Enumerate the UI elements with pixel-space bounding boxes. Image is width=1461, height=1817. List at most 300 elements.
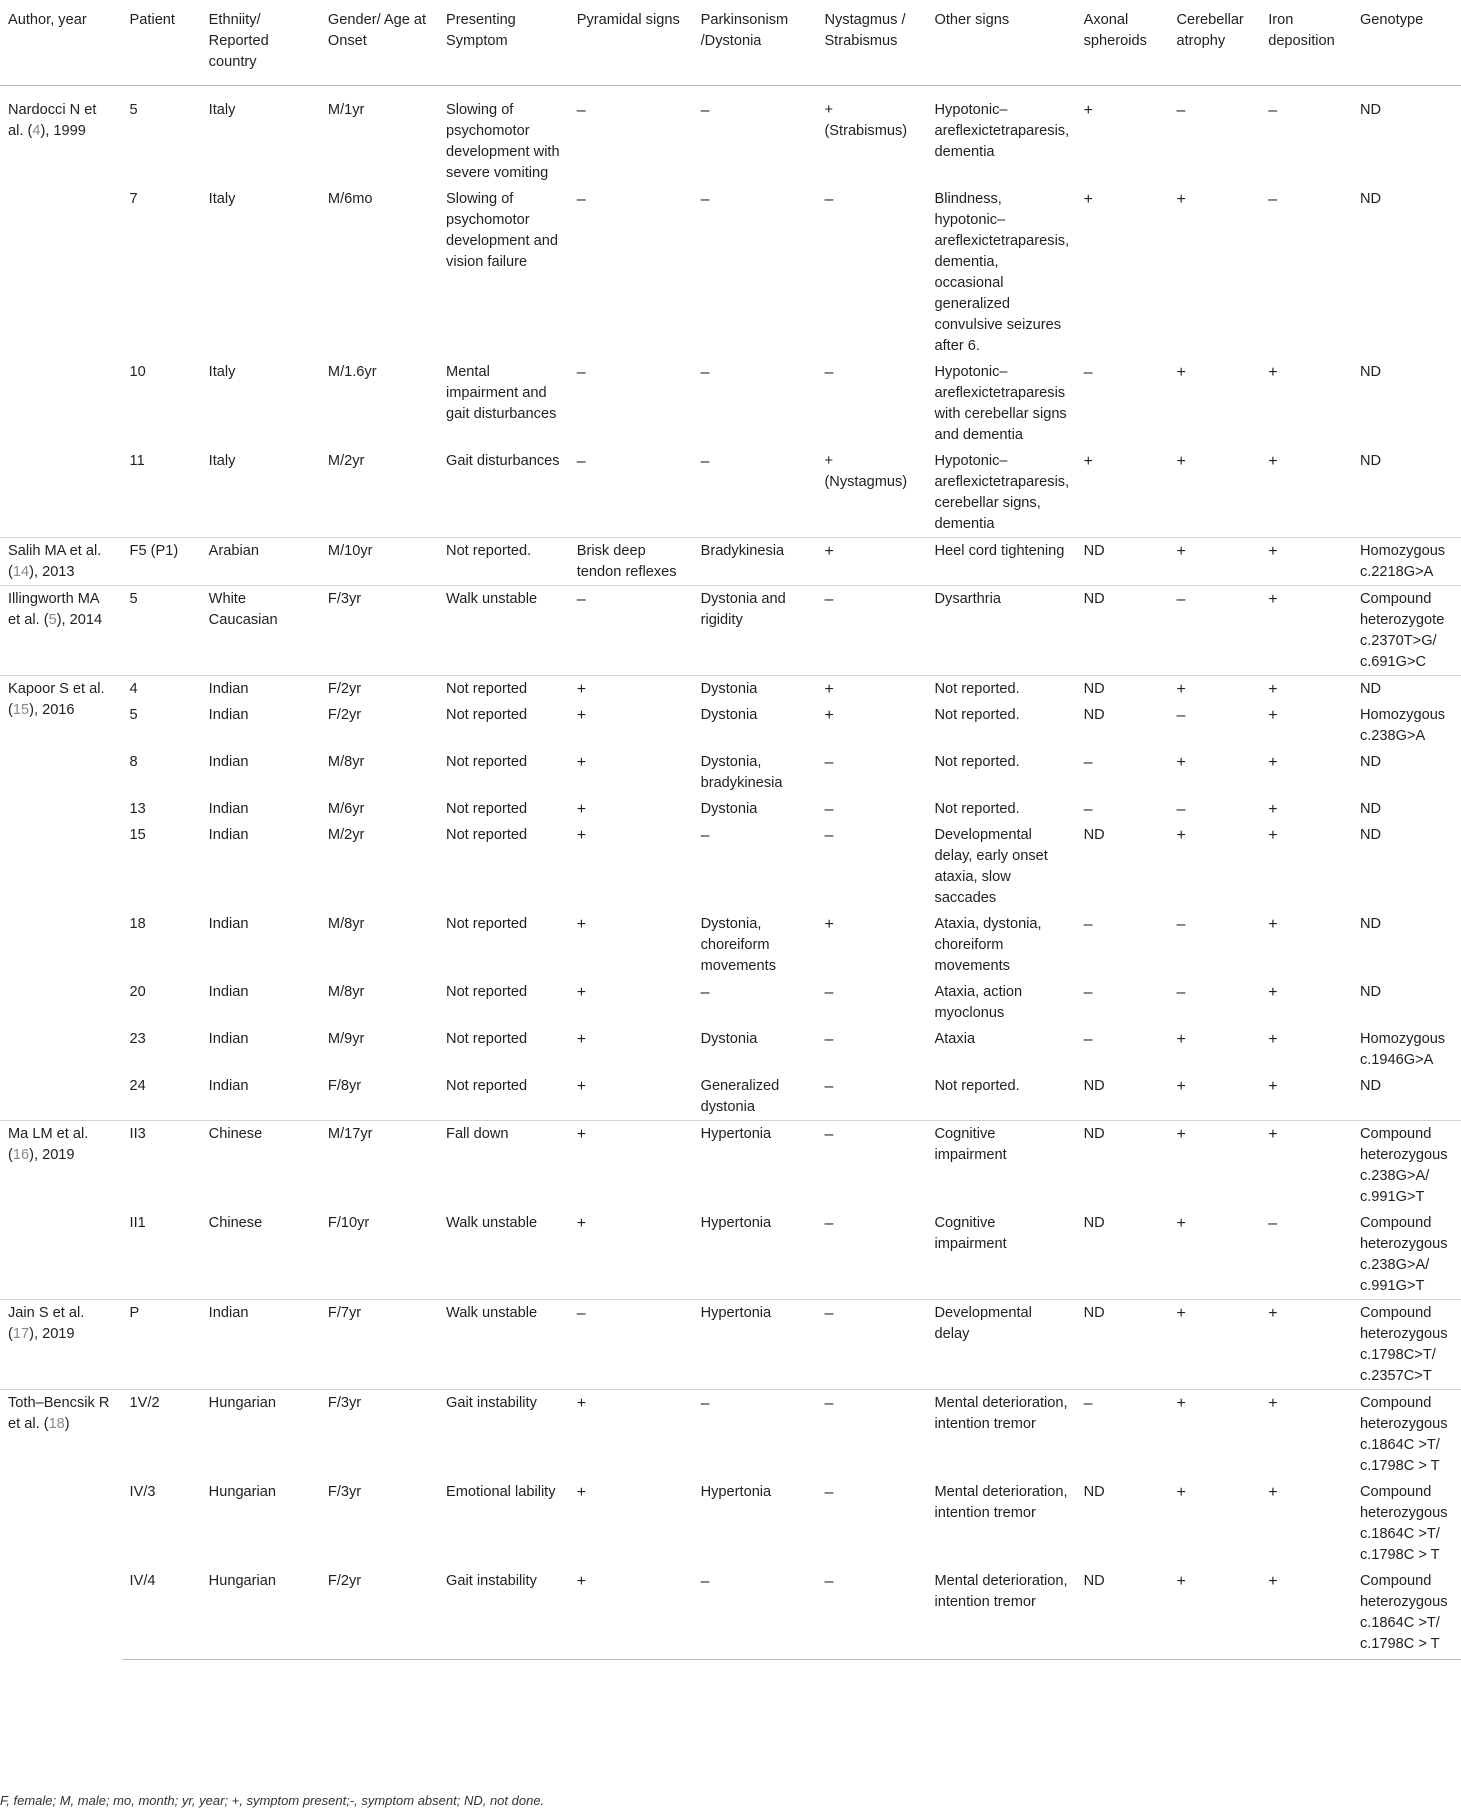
table-cell: Compound heterozygous c.1864C >T/ c.1798C > T <box>1352 1568 1461 1660</box>
author-year-cell <box>0 1390 122 1660</box>
table-header <box>0 0 1461 86</box>
table-cell: Hypertonia <box>693 1121 817 1211</box>
table-cell: Not reported <box>446 754 528 770</box>
table-cell: Hypotonic–areflexictetraparesis with cerebellar signs and dementia <box>934 364 1067 443</box>
table-cell: Not reported. <box>934 1078 1020 1094</box>
column-header: Author, year <box>0 0 122 86</box>
table-cell: 24 <box>129 1078 146 1094</box>
table-cell: Indian <box>208 916 249 932</box>
reference-link[interactable]: 15 <box>12 702 30 718</box>
table-cell: ND <box>1083 1078 1105 1094</box>
table-cell: Not reported <box>446 916 528 932</box>
table-cell: 8 <box>129 754 138 770</box>
table-cell: Hypertonia <box>700 1215 772 1231</box>
table-cell: – <box>816 1300 926 1390</box>
table-cell: Mental deterioration, intention tremor <box>927 1568 1076 1660</box>
table-cell: F/7yr <box>320 1300 438 1390</box>
table-cell: 23 <box>129 1031 146 1047</box>
table-cell: + (Nystagmus) <box>824 453 908 490</box>
table-cell: ND <box>1083 707 1105 723</box>
reference-link[interactable]: 14 <box>12 564 30 580</box>
author-year-cell <box>0 676 122 1121</box>
table-cell: Hungarian <box>208 1484 277 1500</box>
table-cell: Walk unstable <box>438 586 569 676</box>
reference-link[interactable]: 16 <box>12 1147 30 1163</box>
table-row <box>0 676 1461 703</box>
table-cell: ND <box>1359 984 1382 1000</box>
table-cell: F/3yr <box>320 586 438 676</box>
table-cell: – <box>700 191 710 208</box>
table-row <box>0 448 1461 538</box>
author-year-cell <box>0 538 122 586</box>
table-cell: – <box>569 586 693 676</box>
table-cell: + <box>1260 676 1352 703</box>
table-cell: – <box>1168 86 1260 187</box>
table-cell: Ataxia, action myoclonus <box>934 984 1023 1021</box>
table-cell: Hypertonia <box>700 1484 772 1500</box>
column-header: Iron deposition <box>1260 0 1352 86</box>
table-cell: Cognitive impairment <box>934 1215 1007 1252</box>
table-cell: – <box>569 86 693 187</box>
table-cell: IV/4 <box>122 1568 201 1660</box>
table-cell: – <box>1083 801 1093 818</box>
author-text: Kapoor S et al. ( <box>8 681 105 718</box>
table-cell: Emotional lability <box>446 1484 556 1500</box>
table-cell: – <box>824 801 834 818</box>
table-cell: – <box>824 1031 834 1048</box>
table-cell: M/17yr <box>320 1121 438 1211</box>
table-cell: Not reported. <box>934 707 1020 723</box>
table-cell: + <box>1268 754 1278 771</box>
table-cell: + <box>1176 827 1186 844</box>
table-cell: + <box>1260 538 1352 586</box>
table-cell: + <box>1268 1031 1278 1048</box>
table-cell: – <box>1268 1215 1278 1232</box>
table-cell: M/2yr <box>327 453 365 469</box>
column-header: Patient <box>122 0 201 86</box>
year-text: ), 2013 <box>29 564 75 580</box>
table-cell: ND <box>1359 827 1382 843</box>
table-cell: Dysarthria <box>927 586 1076 676</box>
table-cell: Indian <box>208 1031 249 1047</box>
table-cell: ND <box>1352 676 1461 703</box>
author-text: Ma LM et al. ( <box>8 1126 89 1163</box>
table-cell: – <box>1176 916 1186 933</box>
table-cell: F/3yr <box>327 1484 362 1500</box>
table-cell: + <box>576 1031 587 1048</box>
table-cell: + <box>816 538 926 586</box>
table-cell: – <box>1083 364 1093 381</box>
reference-link[interactable]: 4 <box>32 123 41 139</box>
table-cell: Fall down <box>438 1121 569 1211</box>
table-cell: + <box>1268 453 1278 470</box>
table-cell: – <box>816 1568 926 1660</box>
table-cell: Developmental delay, early onset ataxia, slow saccades <box>934 827 1048 906</box>
table-cell: – <box>824 827 834 844</box>
table-cell: – <box>824 1078 834 1095</box>
table-cell: M/10yr <box>320 538 438 586</box>
table-cell: ND <box>1359 1078 1382 1094</box>
table-cell: – <box>1083 1031 1093 1048</box>
table-cell: ND <box>1359 916 1382 932</box>
table-cell: + <box>1083 191 1093 208</box>
table-cell: Indian <box>201 676 320 703</box>
table-cell: + <box>569 1390 693 1480</box>
table-cell: M/6mo <box>327 191 373 207</box>
table-row <box>0 359 1461 448</box>
table-cell: Hungarian <box>201 1568 320 1660</box>
table-cell: Walk unstable <box>446 1215 538 1231</box>
table-row <box>0 186 1461 359</box>
table-cell: Compound heterozygous c.1864C >T/ c.1798C > T <box>1359 1484 1448 1563</box>
table-cell: Ataxia <box>934 1031 976 1047</box>
table-cell: 4 <box>122 676 201 703</box>
table-cell: – <box>700 827 710 844</box>
table-row <box>0 979 1461 1026</box>
table-cell: + <box>576 707 587 724</box>
table-cell: + <box>576 1078 587 1095</box>
table-cell: – <box>1176 707 1186 724</box>
table-cell: – <box>693 1390 817 1480</box>
table-cell: Dystonia <box>700 801 758 817</box>
table-cell: Not reported. <box>438 538 569 586</box>
table-cell: + <box>576 754 587 771</box>
table-cell: + <box>1260 1300 1352 1390</box>
table-cell: 10 <box>129 364 146 380</box>
table-cell: – <box>824 1484 834 1501</box>
table-cell: ND <box>1359 754 1382 770</box>
table-cell: – <box>824 191 834 208</box>
table-cell: + <box>1176 1031 1186 1048</box>
table-cell: – <box>1176 984 1186 1001</box>
table-cell: – <box>816 1121 926 1211</box>
column-header: Genotype <box>1352 0 1461 86</box>
table-cell: Slowing of psychomotor development with severe vomiting <box>438 86 569 187</box>
column-header: Ethniity/ Reported country <box>201 0 320 86</box>
table-cell: + <box>1176 191 1186 208</box>
table-cell: Compound heterozygous c.238G>A/ c.991G>T <box>1352 1121 1461 1211</box>
table-cell: + <box>1168 1390 1260 1480</box>
author-year-cell <box>0 1300 122 1390</box>
table-cell: Generalized dystonia <box>700 1078 780 1115</box>
table-cell: + <box>1083 453 1093 470</box>
table-cell: – <box>1176 801 1186 818</box>
table-cell: – <box>824 1215 834 1232</box>
table-cell: Not reported <box>446 1031 528 1047</box>
table-cell: Indian <box>208 754 249 770</box>
table-cell: + <box>1268 827 1278 844</box>
table-cell: Not reported <box>438 676 569 703</box>
table-cell: – <box>824 754 834 771</box>
table-cell: + <box>576 916 587 933</box>
column-header: Gender/ Age at Onset <box>320 0 438 86</box>
table-cell: + <box>1176 1215 1186 1232</box>
table-cell: Hypertonia <box>693 1300 817 1390</box>
table-cell: + <box>1176 453 1186 470</box>
year-text: ), 2019 <box>29 1326 75 1342</box>
column-header: Parkinsonism /Dystonia <box>693 0 817 86</box>
table-cell: Heel cord tightening <box>927 538 1076 586</box>
author-text: Nardocci N et al. ( <box>8 102 97 139</box>
table-cell: + <box>1260 1568 1352 1660</box>
table-cell: + <box>576 827 587 844</box>
table-cell: M/9yr <box>327 1031 365 1047</box>
table-cell: + <box>1268 1484 1278 1501</box>
table-cell: Indian <box>208 801 249 817</box>
author-text: Toth–Bencsik R et al. ( <box>8 1395 110 1432</box>
table-cell: Homozygous c.1946G>A <box>1359 1031 1446 1068</box>
table-cell: M/8yr <box>327 754 365 770</box>
table-cell: + <box>569 1121 693 1211</box>
table-cell: + <box>1268 707 1278 724</box>
table-cell: Compound heterozygous c.238G>A/ c.991G>T <box>1359 1215 1448 1294</box>
table-cell: M/8yr <box>327 916 365 932</box>
table-cell: Chinese <box>208 1215 263 1231</box>
table-row <box>0 911 1461 979</box>
table-cell: M/2yr <box>327 827 365 843</box>
table-cell: Italy <box>208 191 236 207</box>
table-cell: – <box>1268 191 1278 208</box>
table-cell: Homozygous c.238G>A <box>1359 707 1446 744</box>
author-text: Illingworth MA et al. ( <box>8 591 99 628</box>
author-year-cell <box>0 86 122 538</box>
table-cell: + <box>1176 1484 1186 1501</box>
table-cell: Not reported. <box>927 676 1076 703</box>
table-cell: – <box>1168 586 1260 676</box>
table-cell: – <box>1260 86 1352 187</box>
table-cell: + <box>1176 1078 1186 1095</box>
table-cell: 20 <box>129 984 146 1000</box>
table-cell: 13 <box>129 801 146 817</box>
table-cell: + <box>569 676 693 703</box>
table-cell: + <box>1168 1121 1260 1211</box>
table-cell: F/10yr <box>327 1215 370 1231</box>
table-cell: M/1.6yr <box>327 364 377 380</box>
table-cell: Not reported <box>446 1078 528 1094</box>
table-cell: – <box>1083 916 1093 933</box>
table-cell: + (Strabismus) <box>816 86 926 187</box>
table-cell: M/1yr <box>320 86 438 187</box>
table-cell: Hypotonic–areflexictetraparesis, dementia <box>927 86 1076 187</box>
table-cell: – <box>824 984 834 1001</box>
table-cell: Not reported <box>446 827 528 843</box>
year-text: ), 2014 <box>56 612 103 628</box>
table-cell: Compound heterozygote c.2370T>G/ c.691G>C <box>1352 586 1461 676</box>
table-cell: + <box>1260 586 1352 676</box>
column-header: Other signs <box>927 0 1076 86</box>
table-cell: Indian <box>208 1078 249 1094</box>
table-cell: ND <box>1083 1484 1105 1500</box>
table-cell: Not reported <box>446 984 528 1000</box>
table-row <box>0 1300 1461 1390</box>
table-cell: ND <box>1076 1568 1169 1660</box>
table-cell: 5 <box>129 707 138 723</box>
column-header: Axonal spheroids <box>1076 0 1169 86</box>
table-cell: M/6yr <box>327 801 365 817</box>
table-cell: F/2yr <box>320 676 438 703</box>
table-cell: – <box>576 453 586 470</box>
table-cell: + <box>824 707 834 724</box>
table-cell: + <box>824 916 834 933</box>
table-cell: Italy <box>208 453 236 469</box>
year-text: ), 1999 <box>40 123 86 139</box>
table-cell: Gait instability <box>438 1390 569 1480</box>
table-cell: Dystonia and rigidity <box>693 586 817 676</box>
table-cell: Mental impairment and gait disturbances <box>446 364 557 422</box>
table-cell: M/8yr <box>327 984 365 1000</box>
table-cell: + <box>1168 1300 1260 1390</box>
table-row <box>0 796 1461 822</box>
column-header: Nystagmus / Strabismus <box>816 0 926 86</box>
table-cell: – <box>576 364 586 381</box>
table-cell: Dystonia <box>693 676 817 703</box>
author-year-cell <box>0 1121 122 1300</box>
table-cell: Arabian <box>201 538 320 586</box>
table-row <box>0 822 1461 911</box>
table-cell: + <box>1268 984 1278 1001</box>
table-cell: Gait instability <box>438 1568 569 1660</box>
table-cell: P <box>122 1300 201 1390</box>
table-cell: II3 <box>122 1121 201 1211</box>
table-cell: 1V/2 <box>122 1390 201 1480</box>
table-cell: Dystonia, bradykinesia <box>700 754 783 791</box>
table-cell: – <box>569 1300 693 1390</box>
table-cell: Indian <box>208 984 249 1000</box>
table-cell: ND <box>1352 86 1461 187</box>
reference-link[interactable]: 5 <box>48 612 57 628</box>
table-cell: + <box>1268 1078 1278 1095</box>
table-cell: Compound heterozygous c.1864C >T/ c.1798C > T <box>1352 1390 1461 1480</box>
table-row <box>0 1390 1461 1480</box>
table-row <box>0 586 1461 676</box>
table-cell: 18 <box>129 916 146 932</box>
table-cell: Indian <box>201 1300 320 1390</box>
table-cell: 5 <box>122 86 201 187</box>
table-cell: Cognitive impairment <box>927 1121 1076 1211</box>
table-cell: Gait disturbances <box>446 453 560 469</box>
year-text: ), 2019 <box>29 1147 75 1163</box>
table-row <box>0 538 1461 586</box>
header-row <box>0 0 1461 86</box>
table-cell: – <box>700 984 710 1001</box>
table-row <box>0 702 1461 749</box>
table-cell: White Caucasian <box>201 586 320 676</box>
table-cell: Slowing of psychomotor development and vision failure <box>446 191 558 270</box>
table-row <box>0 86 1461 187</box>
table-cell: ND <box>1359 191 1382 207</box>
table-cell: + <box>576 984 587 1001</box>
table-cell: Dystonia, choreiform movements <box>700 916 777 974</box>
table-cell: Homozygous c.2218G>A <box>1352 538 1461 586</box>
column-header: Pyramidal signs <box>569 0 693 86</box>
table-cell: Mental deterioration, intention tremor <box>934 1484 1068 1521</box>
table-cell: + <box>816 676 926 703</box>
table-cell: Ataxia, dystonia, choreiform movements <box>934 916 1042 974</box>
table-cell: Walk unstable <box>438 1300 569 1390</box>
table-cell: + <box>569 1568 693 1660</box>
table-cell: – <box>1083 984 1093 1001</box>
table-cell: F5 (P1) <box>122 538 201 586</box>
table-cell: ND <box>1359 453 1382 469</box>
table-cell: – <box>700 364 710 381</box>
reference-link[interactable]: 17 <box>12 1326 30 1342</box>
table-cell: + <box>1168 538 1260 586</box>
table-row <box>0 1073 1461 1121</box>
table-cell: + <box>576 1484 587 1501</box>
table-cell: + <box>1076 86 1169 187</box>
table-body <box>0 86 1461 1660</box>
table-cell: – <box>693 1568 817 1660</box>
table-cell: + <box>1260 1390 1352 1480</box>
table-cell: F/2yr <box>320 1568 438 1660</box>
table-cell: – <box>700 453 710 470</box>
table-cell: ND <box>1076 676 1169 703</box>
table-cell: Chinese <box>201 1121 320 1211</box>
table-cell: + <box>1168 1568 1260 1660</box>
table-cell: 7 <box>129 191 138 207</box>
table-cell: ND <box>1076 1300 1169 1390</box>
table-cell: Dystonia <box>700 1031 758 1047</box>
table-footnote: F, female; M, male; mo, month; yr, year; +, symptom present;-, symptom absent; ND, not done. <box>0 1793 545 1808</box>
year-text: ), 2016 <box>29 702 75 718</box>
table-cell: + <box>1176 364 1186 381</box>
table-cell: – <box>816 586 926 676</box>
column-header: Cerebellar atrophy <box>1168 0 1260 86</box>
table-cell: – <box>576 191 586 208</box>
table-cell: – <box>824 364 834 381</box>
table-cell: IV/3 <box>129 1484 156 1500</box>
table-cell: 5 <box>122 586 201 676</box>
table-cell: ND <box>1083 1215 1105 1231</box>
table-cell: F/2yr <box>327 707 362 723</box>
column-header: Presenting Symptom <box>438 0 569 86</box>
table-cell: II1 <box>129 1215 146 1231</box>
table-cell: ND <box>1359 801 1382 817</box>
author-year-cell <box>0 586 122 676</box>
table-cell: – <box>1083 754 1093 771</box>
table-cell: – <box>816 1390 926 1480</box>
year-text: ) <box>64 1416 70 1432</box>
table-cell: + <box>1260 1121 1352 1211</box>
table-cell: + <box>1176 754 1186 771</box>
table-cell: Mental deterioration, intention tremor <box>927 1390 1076 1480</box>
table-row <box>0 1568 1461 1660</box>
reference-link[interactable]: 18 <box>48 1416 65 1432</box>
table-cell: Blindness, hypotonic–areflexictetraparesis, dementia, occasional generalized convulsive seizures after 6. <box>934 191 1070 354</box>
table-cell: Indian <box>208 827 249 843</box>
table-cell: + <box>576 801 587 818</box>
table-cell: Italy <box>201 86 320 187</box>
table-cell: Not reported. <box>934 754 1020 770</box>
table-cell: + <box>1268 364 1278 381</box>
table-row <box>0 1026 1461 1073</box>
table-cell: – <box>1076 1390 1169 1480</box>
table-cell: Italy <box>208 364 236 380</box>
table-row <box>0 1479 1461 1568</box>
table-cell: F/8yr <box>327 1078 362 1094</box>
table-cell: ND <box>1076 538 1169 586</box>
table-cell: ND <box>1076 586 1169 676</box>
table-cell: – <box>693 86 817 187</box>
table-cell: + <box>1268 801 1278 818</box>
table-cell: Bradykinesia <box>693 538 817 586</box>
table-row <box>0 1121 1461 1211</box>
table-row <box>0 749 1461 796</box>
table-cell: Compound heterozygous c.1798C>T/ c.2357C>T <box>1352 1300 1461 1390</box>
author-text: Jain S et al. ( <box>8 1305 85 1342</box>
table-cell: Not reported. <box>934 801 1020 817</box>
table-cell: 15 <box>129 827 146 843</box>
